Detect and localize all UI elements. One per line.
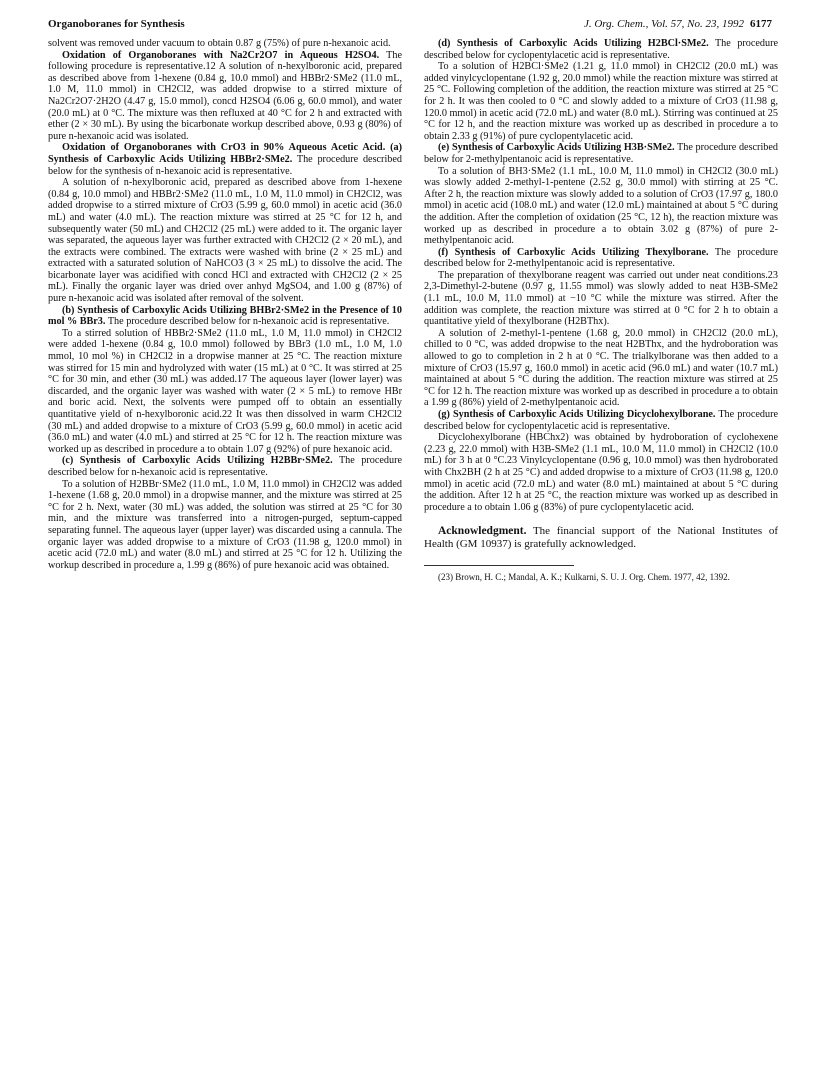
footnote-divider bbox=[424, 565, 574, 566]
section-paragraph bbox=[48, 305, 402, 328]
section-paragraph bbox=[424, 142, 778, 165]
acknowledgment-heading: Acknowledgment. bbox=[438, 525, 527, 538]
journal-reference bbox=[584, 18, 772, 30]
section-paragraph bbox=[424, 409, 778, 432]
section-paragraph bbox=[424, 38, 778, 61]
paragraph-text: The procedure described below for 2-methylpentanoic acid is representative. bbox=[424, 246, 778, 270]
acknowledgment-text: The financial support of the National Institutes of Health (GM 10937) is gratefully acknowledged. bbox=[424, 525, 778, 551]
section-heading: (c) Synthesis of Carboxylic Acids Utilizing H2BBr·SMe2. bbox=[62, 455, 333, 467]
section-heading: (d) Synthesis of Carboxylic Acids Utilizing H2BCl·SMe2. bbox=[438, 38, 709, 49]
paragraph-text: The following procedure is representative.12 A solution of n-hexylboronic acid, prepared as described above from 1-hexene (0.84 g, 10.0 mmol) and HBBr2·SMe2 (11.0 mL, 1.0 M, 11.0 mmol) in CH2Cl2, was added dropwise to a stirred mixture of Na2Cr2O7·2H2O (4.47 g, 15.0 mmol), concd H2SO4 (6.06 g, 60.0 mmol), and water (20.0 mL) at 0 °C. The mixture was then refluxed at 40 °C for 2 h and extracted with ether (2 × 30 mL). By using the bicarbonate workup described above, 0.93 g (80%) of pure n-hexanoic acid was isolated. bbox=[48, 49, 402, 142]
section-heading: Oxidation of Organoboranes with CrO3 in 90% Aqueous Acetic Acid. (a) Synthesis of Carboxylic Acids Utilizing HBBr2·SMe2. bbox=[48, 142, 402, 165]
acknowledgment bbox=[424, 525, 778, 551]
paragraph: solvent was removed under vacuum to obtain 0.87 g (75%) of pure n-hexanoic acid. bbox=[48, 38, 391, 49]
paragraph: To a solution of H2BBr·SMe2 (11.0 mL, 1.0 M, 11.0 mmol) in CH2Cl2 was added 1-hexene (1.68 g, 20.0 mmol) in a dropwise manner, and the mixture was stirred at 25 °C for 2 h. Next, water (30 mL) was added, the solution was stirred at 25 °C for 30 min, and the mixture was transferred into a nitrogen-purged, septum-capped separating funnel. The aqueous layer (upper layer) was discarded using a cannula. The organic layer was added dropwise to a mixture of CrO3 (11.98 g, 120.0 mmol) in acetic acid (72.0 mL) and water (8.0 mL) and stirred at 25 °C for 12 h. Utilizing the workup described in procedure a, 1.99 g (86%) of pure hexanoic acid was obtained. bbox=[48, 478, 402, 571]
paragraph-text: The procedure described below for n-hexanoic acid is representative. bbox=[105, 316, 390, 328]
paragraph-text: The procedure described below for 2-methylpentanoic acid is representative. bbox=[424, 142, 778, 165]
section-paragraph bbox=[48, 50, 402, 143]
paragraph-text: The procedure described below for the synthesis of n-hexanoic acid is representative. bbox=[48, 153, 402, 177]
paragraph: To a stirred solution of HBBr2·SMe2 (11.0 mL, 1.0 M, 11.0 mmol) in CH2Cl2 were added 1-hexene (0.84 g, 10.0 mmol) followed by BBr3 (1.0 mL, 1.0 M, 1.0 mmol, 10 mol %) in CH2Cl2 in a dropwise manner at 25 °C. The reaction mixture was stirred for 15 min and hydrolyzed with water (15 mL) at 0 °C. It was stirred at 25 °C for 30 min, and ether (30 mL) was added.17 The aqueous layer (lower layer) was discarded, and the organic layer was washed with water (2 × 5 mL) to remove HBr and boric acid. Next, the solvents were pumped off to obtain an essentially quantitative yield of n-hexylboronic acid.22 It was then dissolved in warm CH2Cl2 (30 mL) and added dropwise to a mixture of CrO3 (5.99 g, 60.0 mmol) in acetic acid (36.0 mL) and water (4.0 mL) and stirred at 25 °C for 12 h. The reaction mixture was worked up as described in procedure a to obtain 1.07 g (92%) of pure hexanoic acid. bbox=[48, 327, 402, 455]
section-heading: (e) Synthesis of Carboxylic Acids Utilizing H3B·SMe2. bbox=[438, 142, 675, 154]
right-column bbox=[424, 38, 778, 583]
section-paragraph bbox=[424, 247, 778, 270]
running-header bbox=[48, 18, 772, 36]
paragraph: To a solution of H2BCl·SMe2 (1.21 g, 11.0 mmol) in CH2Cl2 (20.0 mL) was added vinylcyclopentane (1.92 g, 20.0 mmol) while the reaction mixture was stirred at 25 °C. Following completion of the addition, the reaction mixture was stirred at 25 °C for 2 h. It was then cooled to 0 °C and slowly added to a mixture of CrO3 (11.98 g, 120.0 mmol) in acetic acid (72.0 mL) and water (8.0 mL). Stirring was continued at 25 °C for 12 h, and the reaction mixture was worked up as described in procedure a to obtain 2.33 g (91%) of pure cyclopentylacetic acid. bbox=[424, 61, 778, 142]
footnote: (23) Brown, H. C.; Mandal, A. K.; Kulkarni, S. U. J. Org. Chem. 1977, 42, 1392. bbox=[438, 572, 730, 583]
paragraph: A solution of n-hexylboronic acid, prepared as described above from 1-hexene (0.84 g, 10.0 mmol) and HBBr2·SMe2 (11.0 mL, 1.0 M, 11.0 mmol) in CH2Cl2, was added dropwise to a stirred mixture of CrO3 (5.99 g, 60.0 mmol) in acetic acid (36.0 mL) and water (4.0 mL). The reaction mixture was stirred at 25 °C for 12 h, and subsequently water (50 mL) and CH2Cl2 (25 mL) were added to it. The organic layer was separated, the aqueous layer was further extracted with CH2Cl2 (2 × 20 mL), and the extracts were combined. The extracts were washed with brine (2 × 25 mL) and extracted with a saturated solution of NaHCO3 (3 × 25 mL) to dissolve the acid. The bicarbonate layer was acidified with concd HCl and extracted with CH2Cl2 (2 × 25 mL). Finally the organic layer was dried over anhyd MgSO4, and 1.00 g (87%) of pure n-hexanoic acid was isolated after removal of the solvent. bbox=[48, 177, 402, 305]
section-heading: Oxidation of Organoboranes with Na2Cr2O7 in Aqueous H2SO4. bbox=[62, 49, 380, 61]
paragraph: To a solution of BH3·SMe2 (1.1 mL, 10.0 M, 11.0 mmol) in CH2Cl2 (30.0 mL) was slowly added 2-methyl-1-pentene (2.52 g, 30.0 mmol) with stirring at 25 °C. After 2 h, the reaction mixture was slowly added to a solution of CrO3 (17.97 g, 180.0 mmol) in acetic acid (108.0 mL) and water (12.0 mL) maintained at about 5 °C during the addition. After the completion of oxidation (25 °C, 12 h), the reaction mixture was worked up as described in procedure a to obtain 3.02 g (87%) of pure 2-methylpentanoic acid. bbox=[424, 165, 778, 247]
paragraph: The preparation of thexylborane reagent was carried out under neat conditions.23 2,3-Dimethyl-2-butene (0.97 g, 11.55 mmol) was slowly added to neat H3B-SMe2 (1.1 mL, 10.0 M, 11.0 mmol) at −10 °C while the mixture was stirred. After the addition was complete, the reaction mixture was stirred at 0 °C for 2 h to obtain a quantitative yield of thexylborane (H2BThx). bbox=[424, 269, 778, 328]
section-heading: (b) Synthesis of Carboxylic Acids Utilizing BHBr2·SMe2 in the Presence of 10 mol % BBr3. bbox=[48, 304, 402, 328]
paragraph: A solution of 2-methyl-1-pentene (1.68 g, 20.0 mmol) in CH2Cl2 (20.0 mL), chilled to 0 °C, was added dropwise to the neat H2BThx, and the hydroboration was allowed to go to completion in 2 h at 0 °C. The trialkylborane was then added to a mixture of CrO3 (15.97 g, 160.0 mmol) in acetic acid (96.0 mL) and water (10.7 mL) maintained at about 5 °C during the addition. The reaction mixture was stirred at 25 °C for 12 h. The reaction mixture was worked up as described in procedure a to obtain a 1.99 g (86%) yield of 2-methylpentanoic acid. bbox=[424, 327, 778, 409]
section-paragraph bbox=[48, 142, 402, 177]
paragraph-text: The procedure described below for n-hexanoic acid is representative. bbox=[48, 455, 402, 478]
running-title: Organoboranes for Synthesis bbox=[48, 18, 185, 30]
section-paragraph bbox=[48, 455, 402, 478]
paragraph-text: The procedure described below for cyclopentylacetic acid is representative. bbox=[424, 409, 778, 432]
journal-citation: J. Org. Chem., Vol. 57, No. 23, 1992 bbox=[583, 18, 744, 30]
paragraph-text: The procedure described below for cyclopentylacetic acid is representative. bbox=[424, 38, 778, 61]
section-heading: (g) Synthesis of Carboxylic Acids Utilizing Dicyclohexylborane. bbox=[438, 409, 716, 420]
left-column bbox=[48, 38, 402, 571]
page-number: 6177 bbox=[750, 18, 772, 30]
section-heading: (f) Synthesis of Carboxylic Acids Utilizing Thexylborane. bbox=[438, 246, 709, 258]
paragraph: Dicyclohexylborane (HBChx2) was obtained by hydroboration of cyclohexene (2.23 g, 22.0 mmol) with H3B-SMe2 (1.1 mL, 10.0 M, 11.0 mmol) in CH2Cl2 (10.0 mL) for 3 h at 0 °C.23 Vinylcyclopentane (0.96 g, 10.0 mmol) was then hydroborated with Chx2BH (2 h at 25 °C) and added dropwise to a mixture of CrO3 (11.98 g, 120.0 mmol) in acetic acid (72.0 mL) and water (8.0 mL) maintained at about 5 °C during the addition. After 12 h at 25 °C, the reaction mixture was worked up as described in procedure a to obtain 1.06 g (83%) of pure cyclopentylacetic acid. bbox=[424, 432, 778, 513]
